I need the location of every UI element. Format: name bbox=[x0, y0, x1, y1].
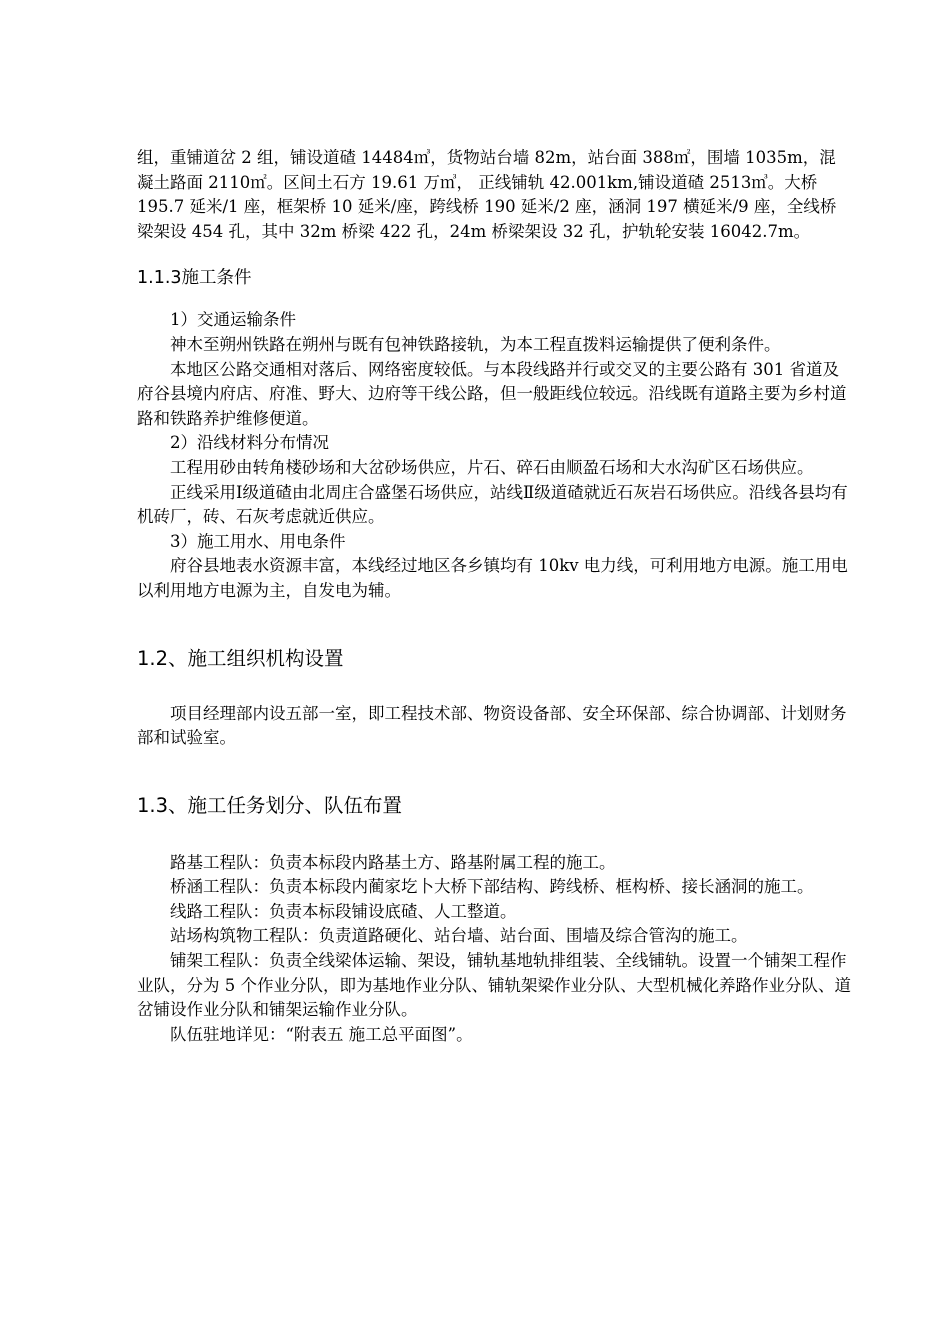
subsection-title-materials: 2）沿线材料分布情况 bbox=[170, 433, 329, 453]
section-heading-1-1-3: 1.1.3施工条件 bbox=[137, 268, 252, 289]
team-item-track-laying: 铺架工程队：负责全线梁体运输、架设，铺轨基地轨排组装、全线铺轨。设置一个铺架工程作业队，分为 5 个作业分队，即为基地作业分队、铺轨架梁作业分队、大型机械化养路作业分队、道岔铺设作业分队和铺架运输作业分队。 bbox=[137, 951, 851, 1020]
team-item-bridge-culvert: 桥涵工程队：负责本标段内蔺家圪卜大桥下部结构、跨线桥、框构桥、接长涵洞的施工。 bbox=[170, 877, 814, 897]
paragraph-transport-2: 本地区公路交通相对落后、网络密度较低。与本段线路并行或交叉的主要公路有 301 省道及府谷县境内府店、府准、野大、边府等干线公路，但一般距线位较远。沿线既有道路主要为乡村道路和铁路养护维修便道。 bbox=[137, 359, 847, 428]
intro-paragraph: 组，重铺道岔 2 组，铺设道碴 14484㎥，货物站台墙 82m，站台面 388㎡，围墙 1035m，混凝土路面 2110㎡。区间土石方 19.61 万㎥， 正线铺轨 42.001km,铺设道碴 2513㎥。大桥 195.7 延米/1 座，框架桥 10 延米/座，跨线桥 190 延米/2 座，涵洞 197 横延米/9 座，全线桥梁架设 454 孔，其中 32m 桥梁 422 孔，24m 桥梁架设 32 孔，护轨轮安装 16042.7m。 bbox=[137, 148, 837, 241]
subsection-title-transport: 1）交通运输条件 bbox=[170, 310, 296, 330]
paragraph-materials-1: 工程用砂由转角楼砂场和大岔砂场供应，片石、碎石由顺盈石场和大水沟矿区石场供应。 bbox=[170, 457, 814, 477]
paragraph-organization: 项目经理部内设五部一室，即工程技术部、物资设备部、安全环保部、综合协调部、计划财务部和试验室。 bbox=[137, 703, 847, 748]
team-item-station-structures: 站场构筑物工程队：负责道路硬化、站台墙、站台面、围墙及综合管沟的施工。 bbox=[170, 926, 748, 946]
paragraph-water-power: 府谷县地表水资源丰富，本线经过地区各乡镇均有 10kv 电力线，可利用地方电源。施工用电以利用地方电源为主，自发电为辅。 bbox=[137, 556, 848, 600]
section-heading-1-2: 1.2、施工组织机构设置 bbox=[137, 646, 344, 670]
team-item-track: 线路工程队：负责本标段铺设底碴、人工整道。 bbox=[170, 901, 517, 921]
section-heading-1-3: 1.3、施工任务划分、队伍布置 bbox=[137, 793, 403, 817]
paragraph-transport-1: 神木至朔州铁路在朔州与既有包神铁路接轨，为本工程直拨料运输提供了便利条件。 bbox=[170, 334, 781, 354]
team-item-station-note: 队伍驻地详见：“附表五 施工总平面图”。 bbox=[170, 1024, 473, 1044]
team-item-subgrade: 路基工程队：负责本标段内路基土方、路基附属工程的施工。 bbox=[170, 852, 616, 872]
subsection-title-water-power: 3）施工用水、用电条件 bbox=[170, 531, 346, 551]
paragraph-materials-2: 正线采用Ⅰ级道碴由北周庄合盛堡石场供应，站线Ⅱ级道碴就近石灰岩石场供应。沿线各县均有机砖厂，砖、石灰考虑就近供应。 bbox=[137, 482, 848, 527]
page-content bbox=[137, 146, 852, 1047]
